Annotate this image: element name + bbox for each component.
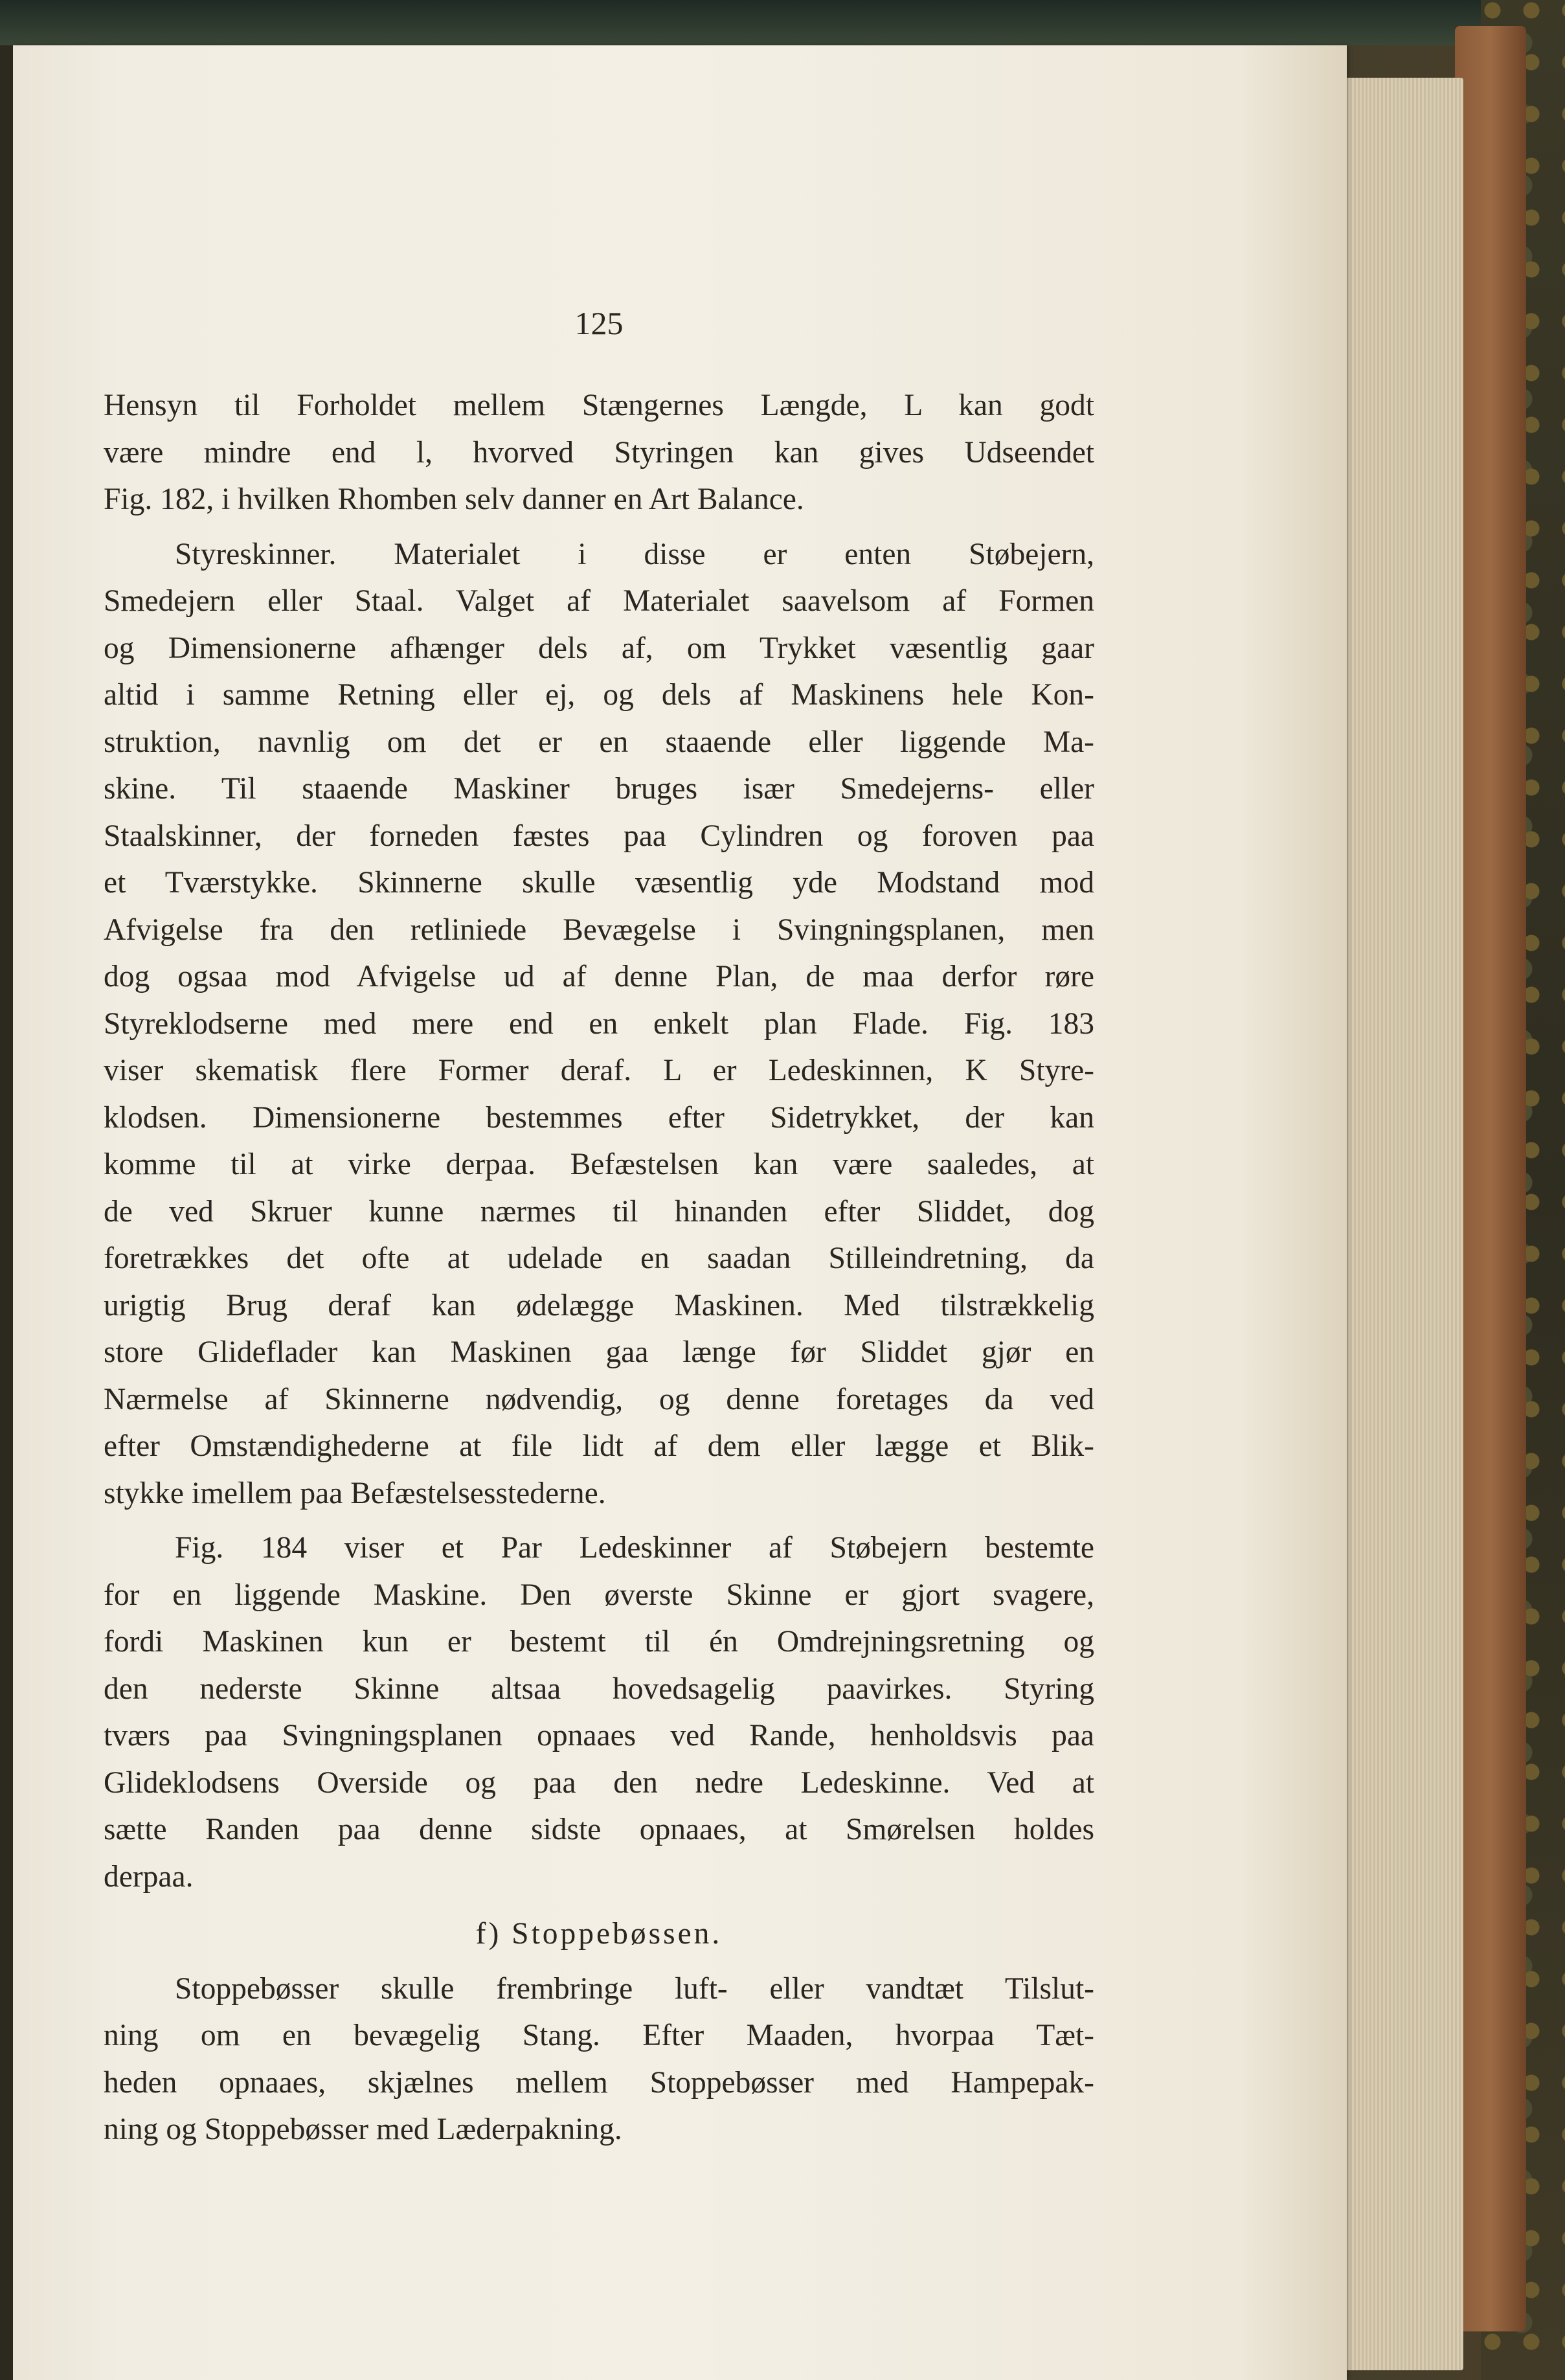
text-line: Fig. 182, i hvilken Rhomben selv danner en Art Balance.	[104, 482, 804, 516]
text-line: et Tværstykke. Skinnerne skulle væsentlig yde Modstand mod	[104, 866, 1094, 900]
text-line: klodsen. Dimensionerne bestemmes efter Sidetrykket, der kan	[104, 1100, 1094, 1135]
text-line: Styreklodserne med mere end en enkelt plan Flade. Fig. 183	[104, 1006, 1094, 1041]
section-heading: f) Stoppebøssen.	[475, 1917, 723, 1951]
page-text	[104, 382, 1094, 2153]
text-line: viser skematisk flere Former deraf. L er Ledeskinnen, K Styre-	[104, 1054, 1094, 1087]
text-line: Nærmelse af Skinnerne nødvendig, og denne foretages da ved	[104, 1382, 1094, 1416]
text-line: og Dimensionerne afhænger dels af, om Trykket væsentlig gaar	[104, 631, 1094, 665]
text-line: Fig. 184 viser et Par Ledeskinner af Støbejern bestemte	[175, 1531, 1094, 1565]
text-line: Stoppebøsser skulle frembringe luft- eller vandtæt Tilslut-	[175, 1971, 1094, 2006]
text-line: være mindre end l, hvorved Styringen kan gives Udseendet	[104, 435, 1094, 470]
text-line: Styreskinner. Materialet i disse er enten Støbejern,	[175, 537, 1094, 571]
text-line: Smedejern eller Staal. Valget af Materialet saavelsom af Formen	[104, 584, 1094, 618]
text-line: Hensyn til Forholdet mellem Stængernes Længde, L kan godt	[104, 389, 1094, 422]
text-line: store Glideflader kan Maskinen gaa længe før Sliddet gjør en	[104, 1335, 1094, 1369]
text-line: Staalskinner, der forneden fæstes paa Cylindren og foroven paa	[104, 819, 1094, 853]
text-block-1	[104, 382, 1094, 1900]
text-line: komme til at virke derpaa. Befæstelsen kan være saaledes, at	[104, 1148, 1094, 1181]
text-line: tværs paa Svingningsplanen opnaaes ved Rande, henholdsvis paa	[104, 1719, 1094, 1752]
text-line: fordi Maskinen kun er bestemt til én Omdrejningsretning og	[104, 1625, 1094, 1659]
text-line: urigtig Brug deraf kan ødelægge Maskinen. Med tilstrækkelig	[104, 1288, 1094, 1322]
text-line: struktion, navnlig om det er en staaende eller liggende Ma-	[104, 725, 1094, 759]
page-number: 125	[574, 305, 624, 341]
text-line: efter Omstændighederne at file lidt af dem eller lægge et Blik-	[104, 1429, 1094, 1463]
text-line: de ved Skruer kunne nærmes til hinanden efter Sliddet, dog	[104, 1194, 1094, 1229]
text-line: foretrækkes det ofte at udelade en saadan Stilleindretning, da	[104, 1241, 1094, 1275]
text-line: den nederste Skinne altsaa hovedsagelig paavirkes. Styring	[104, 1672, 1094, 1706]
text-line: sætte Randen paa denne sidste opnaaes, at Smørelsen holdes	[104, 1813, 1094, 1846]
text-line: for en liggende Maskine. Den øverste Skinne er gjort svagere,	[104, 1578, 1094, 1612]
paragraph-spacer	[104, 523, 1094, 531]
text-block-2	[104, 1966, 1094, 2153]
text-line: stykke imellem paa Befæstelsesstederne.	[104, 1476, 606, 1510]
text-line: Afvigelse fra den retliniede Bevægelse i Svingningsplanen, men	[104, 912, 1094, 947]
text-line: ning og Stoppebøsser med Læderpakning.	[104, 2113, 622, 2146]
text-line: altid i samme Retning eller ej, og dels af Maskinens hele Kon-	[104, 678, 1094, 712]
text-line: heden opnaaes, skjælnes mellem Stoppebøsser med Hampepak-	[104, 2065, 1094, 2100]
paragraph-spacer	[104, 1517, 1094, 1524]
book-page	[13, 45, 1347, 2380]
text-line: dog ogsaa mod Afvigelse ud af denne Plan, de maa derfor røre	[104, 960, 1094, 993]
text-line: ning om en bevægelig Stang. Efter Maaden, hvorpaa Tæt-	[104, 2019, 1094, 2052]
book-top-edge	[0, 0, 1565, 45]
text-line: derpaa.	[104, 1859, 194, 1894]
text-line: skine. Til staaende Maskiner bruges især Smedejerns- eller	[104, 772, 1094, 806]
leather-spine-edge	[1455, 26, 1526, 2331]
text-line: Glideklodsens Overside og paa den nedre Ledeskinne. Ved at	[104, 1765, 1094, 1800]
